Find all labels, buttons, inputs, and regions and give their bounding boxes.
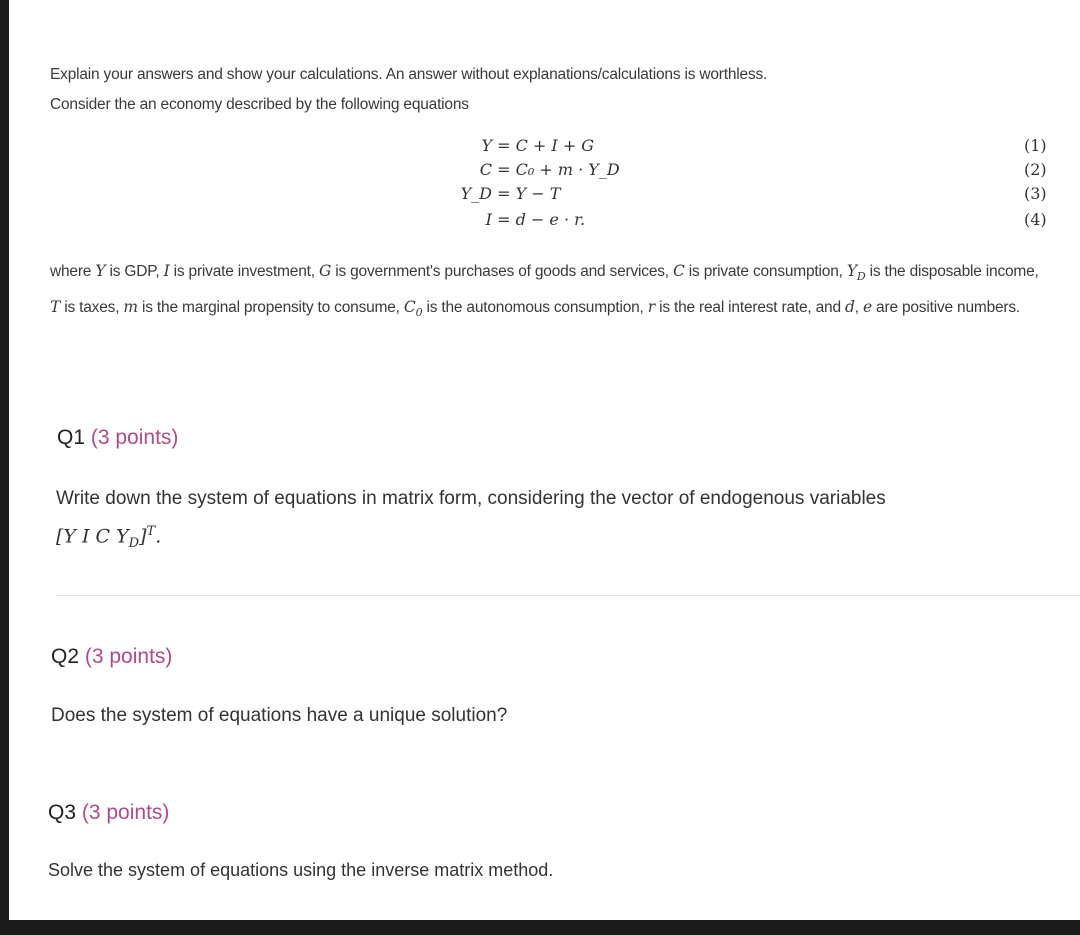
equation-number-4: (4) — [1024, 210, 1047, 229]
question-3-points: (3 points) — [81, 801, 170, 824]
question-2-label: Q2 — [51, 645, 80, 668]
equation-1: Y = C + I + G — [481, 136, 595, 155]
question-1-points: (3 points) — [90, 426, 179, 449]
equation-block — [9, 136, 1080, 236]
question-1-heading — [57, 426, 178, 450]
section-divider — [56, 595, 1080, 596]
intro-instructions: Explain your answers and show your calculations. An answer without explanations/calculations is worthless. — [50, 66, 768, 83]
document-page — [9, 0, 1080, 920]
question-3-label: Q3 — [48, 801, 77, 824]
question-2-heading — [51, 645, 172, 669]
question-2-points: (3 points) — [84, 645, 173, 668]
equation-2: C = C₀ + m · Y_D — [479, 160, 620, 179]
equation-number-1: (1) — [1024, 136, 1047, 155]
question-3-heading — [48, 801, 169, 825]
question-3-text: Solve the system of equations using the inverse matrix method. — [48, 860, 554, 880]
question-2-text: Does the system of equations have a unique solution? — [51, 705, 508, 726]
equation-number-2: (2) — [1024, 160, 1047, 179]
intro-context: Consider the an economy described by the following equations — [50, 96, 469, 113]
question-1-vector: [Y I C $Y_D]^T$. — [56, 524, 162, 552]
equation-3: Y_D = Y − T — [460, 184, 561, 203]
question-1-label: Q1 — [57, 426, 86, 449]
question-1-text: Write down the system of equations in matrix form, considering the vector of endogenous variables — [56, 488, 886, 509]
variable-definitions: where Y is GDP, I is private investment, G is government's purchases of goods and services, C is private consumption, $Y_D$ is the disposable income, T is taxes, m is the marginal propensity to consume, $C_0$ is the autonomous consumption, r is the real interest rate, and d, e are positive numbers. — [50, 262, 1039, 320]
equation-number-3: (3) — [1024, 184, 1047, 203]
equation-4: I = d − e · r. — [485, 210, 586, 229]
